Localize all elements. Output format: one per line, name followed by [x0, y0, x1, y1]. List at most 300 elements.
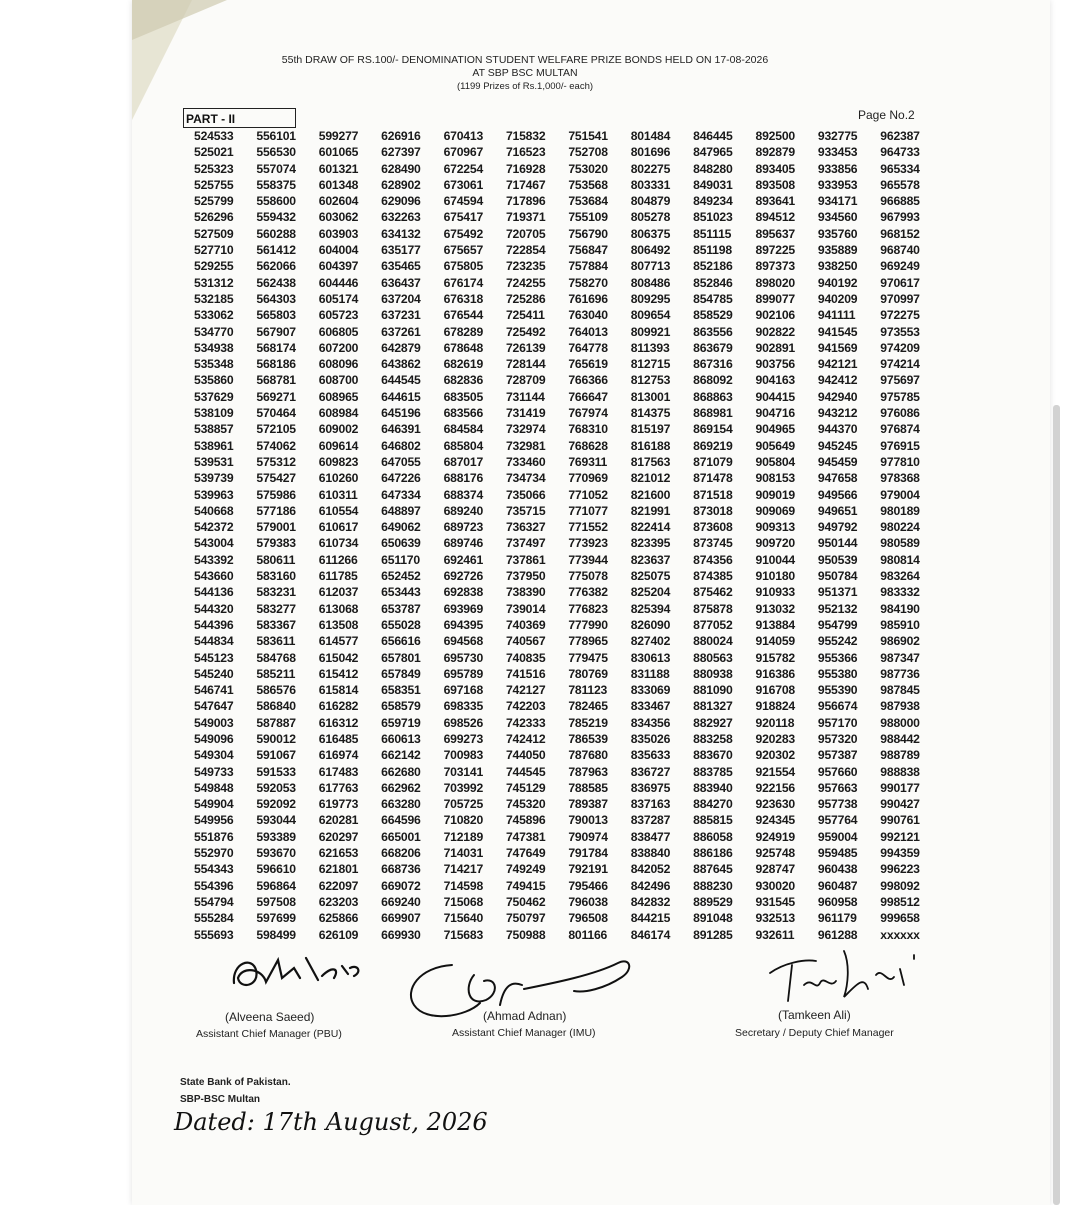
bond-number: 610617 [318, 520, 359, 535]
bond-number: 549956 [194, 813, 234, 828]
bond-number: 847965 [693, 145, 733, 160]
bond-number: 543392 [194, 552, 234, 567]
bond-number: 943212 [817, 406, 858, 421]
bond-number: 947658 [817, 471, 858, 486]
bond-number: 615814 [318, 683, 359, 698]
bond-number: 957387 [817, 748, 858, 763]
bond-number: 610554 [318, 503, 359, 518]
bond-number: 607200 [318, 340, 359, 355]
table-row [194, 454, 954, 470]
signatory-3-name: (Tamkeen Ali) [778, 1008, 851, 1022]
bond-number: 598499 [256, 927, 296, 942]
bond-number: 597508 [256, 894, 296, 909]
bond-number: 675417 [443, 210, 484, 225]
table-row [194, 764, 954, 780]
table-row [194, 715, 954, 731]
bond-number: 611785 [318, 569, 358, 584]
bond-number: 883940 [693, 780, 733, 795]
bond-number: 868981 [693, 406, 733, 421]
bond-number: 806492 [630, 243, 671, 258]
bond-number: 835633 [630, 748, 671, 763]
bond-number: 682836 [443, 373, 484, 388]
bond-number: 844215 [630, 911, 671, 926]
bond-number: 980589 [880, 536, 920, 551]
bond-number: 795466 [568, 878, 608, 893]
bond-number: 744545 [505, 764, 546, 779]
bond-number: 871079 [693, 454, 733, 469]
bond-number: 635465 [381, 259, 421, 274]
bond-number: 961288 [817, 927, 858, 942]
bond-number: 988442 [880, 731, 920, 746]
bond-number: 830613 [630, 650, 671, 665]
bond-number: 836727 [630, 764, 671, 779]
table-row [194, 633, 954, 649]
bond-number: 610311 [318, 487, 358, 502]
bond-number: 887645 [693, 862, 733, 877]
bond-number: 979004 [880, 487, 920, 502]
bond-number: 823637 [630, 552, 671, 567]
bond-number: 987347 [880, 650, 920, 665]
bond-number: 957663 [817, 780, 858, 795]
bond-number: 874356 [693, 552, 733, 567]
bond-number: 725286 [505, 291, 546, 306]
bond-number: 833467 [630, 699, 671, 714]
bond-number: 534938 [194, 340, 234, 355]
bond-number: 902822 [755, 324, 795, 339]
table-row [194, 372, 954, 388]
bond-number: 622097 [318, 878, 359, 893]
bond-number: 960958 [817, 894, 858, 909]
bond-number: 714031 [443, 846, 484, 861]
bond-number: 609823 [318, 454, 359, 469]
bond-number: 777990 [568, 617, 608, 632]
part-label: PART - II [183, 108, 296, 128]
bond-number: 949792 [817, 520, 858, 535]
bond-number: 608984 [318, 406, 359, 421]
bond-number: 765619 [568, 357, 608, 372]
bond-number: 980189 [880, 503, 920, 518]
bond-number: 952132 [817, 601, 858, 616]
bond-number: 849031 [693, 177, 733, 192]
bond-number: 886058 [693, 829, 733, 844]
bond-number: 715068 [443, 894, 484, 909]
bond-number: 773944 [568, 552, 608, 567]
bond-number: 682619 [443, 357, 484, 372]
bond-number: 776382 [568, 585, 608, 600]
bond-number: 778965 [568, 634, 608, 649]
bond-number: 740835 [505, 650, 546, 665]
bond-number: 692461 [443, 552, 484, 567]
bond-number: 662142 [381, 748, 421, 763]
bond-number: 725492 [505, 324, 546, 339]
bond-number: 976874 [880, 422, 920, 437]
bond-number: 932775 [817, 129, 858, 143]
bond-number: 884270 [693, 797, 733, 812]
bond-number: 891285 [693, 927, 733, 942]
bond-number: 908153 [755, 471, 795, 486]
bond-number: 527710 [194, 243, 234, 258]
table-row [194, 894, 954, 910]
bond-number: 956674 [817, 699, 858, 714]
bond-number: 657801 [381, 650, 421, 665]
bond-number: 604397 [318, 259, 359, 274]
bond-number: 616312 [318, 715, 359, 730]
bond-number: 597699 [256, 911, 296, 926]
bond-number: 782465 [568, 699, 608, 714]
bond-number: 893508 [755, 177, 795, 192]
bond-number: 745129 [505, 780, 546, 795]
bond-number: 813001 [630, 389, 671, 404]
bond-number: 930020 [755, 878, 795, 893]
bond-number: 808486 [630, 275, 671, 290]
bond-number: 554396 [194, 878, 234, 893]
bond-number: 602604 [318, 194, 359, 209]
bond-number: 766647 [568, 389, 608, 404]
bond-number: 950144 [817, 536, 858, 551]
bond-number: 773923 [568, 536, 608, 551]
bond-number: 821991 [630, 503, 671, 518]
table-row [194, 307, 954, 323]
bond-number: 888230 [693, 878, 733, 893]
bond-number: 583367 [256, 617, 296, 632]
bond-number: 672254 [443, 161, 484, 176]
bond-number: 583611 [256, 634, 296, 649]
bond-number: 787963 [568, 764, 608, 779]
bond-number: 616485 [318, 731, 359, 746]
bond-number: 768628 [568, 438, 608, 453]
bond-number: 565803 [256, 308, 296, 323]
bond-number: 898020 [755, 275, 795, 290]
bond-number: 733460 [505, 454, 546, 469]
bond-number: 869219 [693, 438, 733, 453]
bond-number: 904415 [755, 389, 795, 404]
bond-number: 616282 [318, 699, 359, 714]
bond-number: 559432 [256, 210, 296, 225]
bond-number: 846174 [630, 927, 671, 942]
bond-number: 771552 [568, 520, 608, 535]
bond-number: 949651 [817, 503, 858, 518]
bond-number: 529255 [194, 259, 234, 274]
bond-number: 886186 [693, 846, 733, 861]
bond-number: 809921 [630, 324, 671, 339]
bond-number: 604004 [318, 243, 359, 258]
bond-number: 668736 [381, 862, 421, 877]
bond-number: 975697 [880, 373, 920, 388]
bond-number: 676174 [443, 275, 484, 290]
bond-number: 662680 [381, 764, 421, 779]
bond-number: 915782 [755, 650, 795, 665]
bond-number: 644545 [381, 373, 421, 388]
bond-number: 659719 [381, 715, 421, 730]
bond-number: 910933 [755, 585, 795, 600]
bond-number: 814375 [630, 406, 671, 421]
bond-number: 735715 [505, 503, 546, 518]
bond-number: 583160 [256, 569, 296, 584]
table-row [194, 584, 954, 600]
bond-number: 526296 [194, 210, 234, 225]
bond-number: 580611 [256, 552, 296, 567]
bond-number: 934171 [817, 194, 858, 209]
table-row [194, 242, 954, 258]
bond-number: 660613 [381, 731, 421, 746]
table-row [194, 601, 954, 617]
table-row [194, 535, 954, 551]
bond-number: 985910 [880, 617, 920, 632]
bond-number: 604446 [318, 275, 359, 290]
bond-number: 753020 [568, 161, 608, 176]
bond-number: 634132 [381, 226, 421, 241]
bond-number: 904716 [755, 406, 795, 421]
bond-number: 955242 [817, 634, 858, 649]
bond-number: 858529 [693, 308, 733, 323]
bond-number: 549003 [194, 715, 234, 730]
bond-number: 897373 [755, 259, 795, 274]
bond-number: 646802 [381, 438, 421, 453]
bond-number: 731419 [505, 406, 546, 421]
vertical-scrollbar[interactable] [1053, 405, 1060, 1205]
bond-number: 723235 [505, 259, 546, 274]
draw-location: AT SBP BSC MULTAN [472, 67, 578, 79]
bond-number: 970997 [880, 291, 920, 306]
bond-number: 555693 [194, 927, 234, 942]
bond-number: 877052 [693, 617, 733, 632]
bond-number: 826090 [630, 617, 671, 632]
bond-number: 726139 [505, 340, 546, 355]
bond-number: 545123 [194, 650, 234, 665]
bond-number: 742412 [505, 731, 546, 746]
bond-number: 538961 [194, 438, 234, 453]
bond-number: 909069 [755, 503, 795, 518]
bond-number: 527509 [194, 226, 234, 241]
bond-number: 716928 [505, 161, 546, 176]
bond-number: 752708 [568, 145, 608, 160]
bond-number: 801484 [630, 129, 671, 143]
bond-number: 920118 [755, 715, 795, 730]
bond-number: 683505 [443, 389, 484, 404]
bond-number: 535860 [194, 373, 234, 388]
bond-number: 684584 [443, 422, 484, 437]
bond-number: 970617 [880, 275, 920, 290]
table-row [194, 340, 954, 356]
bond-number: 608096 [318, 357, 359, 372]
bond-number: 735066 [505, 487, 546, 502]
bond-number: 921554 [755, 764, 795, 779]
bond-number: 689746 [443, 536, 484, 551]
signatory-1-name: (Alveena Saeed) [225, 1010, 315, 1024]
bond-number: 871478 [693, 471, 733, 486]
table-row [194, 568, 954, 584]
bond-number: 539739 [194, 471, 234, 486]
bond-number: 796508 [568, 911, 608, 926]
bond-number: 613508 [318, 617, 359, 632]
bond-number: 954799 [817, 617, 858, 632]
bond-number: 838477 [630, 829, 671, 844]
bond-number: 965334 [880, 161, 920, 176]
bond-number: 579001 [256, 520, 296, 535]
bond-number: 751541 [568, 129, 608, 143]
bond-number: 628490 [381, 161, 421, 176]
bond-number: 747381 [505, 829, 546, 844]
bond-number: 558375 [256, 177, 296, 192]
table-row [194, 617, 954, 633]
bond-number: 637204 [381, 291, 421, 306]
bond-number: 556530 [256, 145, 296, 160]
bond-number: 662962 [381, 780, 421, 795]
bond-number: 615042 [318, 650, 359, 665]
bond-number: 880024 [693, 634, 733, 649]
bond-number: 722854 [505, 243, 546, 258]
bond-number: 905804 [755, 454, 795, 469]
signatory-1-title: Assistant Chief Manager (PBU) [196, 1028, 342, 1040]
bond-number: 728144 [505, 357, 546, 372]
bond-number: 539531 [194, 454, 234, 469]
bond-number: 720705 [505, 226, 546, 241]
bond-number: 615412 [318, 666, 359, 681]
bond-number: 621653 [318, 846, 359, 861]
bond-number: 593044 [256, 813, 296, 828]
bond-number: 644615 [381, 389, 421, 404]
bond-number: 918824 [755, 699, 795, 714]
bond-number: 621801 [318, 862, 359, 877]
bond-number: 554794 [194, 894, 234, 909]
bond-number: 893641 [755, 194, 795, 209]
bond-number: 572105 [256, 422, 296, 437]
bond-number: 974209 [880, 340, 920, 355]
bond-number: 914059 [755, 634, 795, 649]
bond-number: 771052 [568, 487, 608, 502]
bond-number: 534770 [194, 324, 234, 339]
bond-number: 725411 [505, 308, 545, 323]
bond-number: 944370 [817, 422, 858, 437]
bond-number: 714217 [443, 862, 484, 877]
bond-number: 913032 [755, 601, 795, 616]
bond-number: 933453 [817, 145, 858, 160]
bond-number: 549304 [194, 748, 234, 763]
bond-number: 756790 [568, 226, 608, 241]
bond-number: 538109 [194, 406, 234, 421]
bond-number: 758270 [568, 275, 608, 290]
table-row [194, 878, 954, 894]
bond-number: 767974 [568, 406, 608, 421]
bond-number: 669072 [381, 878, 421, 893]
bond-number: 651170 [381, 552, 420, 567]
bond-number: 851198 [693, 243, 732, 258]
bond-number: 549733 [194, 764, 234, 779]
bond-number: 790974 [568, 829, 608, 844]
bond-number: 984190 [880, 601, 920, 616]
bond-number: 665001 [381, 829, 421, 844]
bond-number: 525323 [194, 161, 234, 176]
bond-number: 842052 [630, 862, 671, 877]
bond-number: 894512 [755, 210, 795, 225]
bond-number: 685804 [443, 438, 484, 453]
bond-number: 838840 [630, 846, 671, 861]
bond-number: 973553 [880, 324, 920, 339]
bond-number: 543004 [194, 536, 234, 551]
bond-number: 664596 [381, 813, 421, 828]
bond-number: 812715 [630, 357, 671, 372]
bond-number: 960438 [817, 862, 858, 877]
bond-number: 525021 [194, 145, 234, 160]
bond-number: 568186 [256, 357, 296, 372]
bond-number: 763040 [568, 308, 608, 323]
bond-number: 623203 [318, 894, 359, 909]
outer-background [0, 0, 132, 1205]
table-row [194, 128, 954, 144]
bond-number: 678289 [443, 324, 484, 339]
bond-number: 693969 [443, 601, 484, 616]
bond-number: 715832 [505, 129, 546, 143]
bond-number: 835026 [630, 731, 671, 746]
bond-number: 533062 [194, 308, 234, 323]
bond-number: 695789 [443, 666, 484, 681]
bond-number: 941545 [817, 324, 858, 339]
bond-number: 575312 [256, 454, 296, 469]
bond-number: 603903 [318, 226, 359, 241]
bond-number: 637261 [381, 324, 421, 339]
bond-number: 786539 [568, 731, 608, 746]
table-row [194, 845, 954, 861]
bond-number: 584768 [256, 650, 296, 665]
bond-number: 627397 [381, 145, 421, 160]
bond-number: 987938 [880, 699, 920, 714]
bond-number: 552970 [194, 846, 234, 861]
bond-number: 990177 [880, 780, 920, 795]
bond-number: 545240 [194, 666, 234, 681]
bond-number: 825394 [630, 601, 671, 616]
bond-number: 611266 [318, 552, 358, 567]
bond-number: 715640 [443, 911, 484, 926]
bond-number: 999658 [880, 911, 920, 926]
bond-number: 605723 [318, 308, 359, 323]
bond-number: 998512 [880, 894, 920, 909]
bond-number: 881090 [693, 683, 733, 698]
bond-number: 909720 [755, 536, 795, 551]
bond-number: 678648 [443, 340, 484, 355]
bond-number: 737861 [505, 552, 546, 567]
table-row [194, 829, 954, 845]
bond-number: 791784 [568, 846, 608, 861]
bond-number: 891048 [693, 911, 733, 926]
bond-number: 920283 [755, 731, 795, 746]
bond-number: 883670 [693, 748, 733, 763]
bond-number: 675492 [443, 226, 484, 241]
bond-number: 608700 [318, 373, 359, 388]
bond-number: 802275 [630, 161, 671, 176]
bond-number: 910044 [755, 552, 795, 567]
bond-number: 834356 [630, 715, 671, 730]
bond-number: 924345 [755, 813, 795, 828]
bond-number: 992121 [880, 829, 920, 844]
bond-number: 932513 [755, 911, 795, 926]
bond-number: 761696 [568, 291, 608, 306]
bond-number: 694568 [443, 634, 484, 649]
bond-number: 655028 [381, 617, 421, 632]
bond-number: 674594 [443, 194, 484, 209]
bond-number: 933953 [817, 177, 858, 192]
bond-number: 955380 [817, 666, 858, 681]
bond-number: 785219 [568, 715, 608, 730]
bond-number: 976915 [880, 438, 920, 453]
bond-number: 873018 [693, 503, 733, 518]
bond-number: 957170 [817, 715, 858, 730]
bond-number: 575986 [256, 487, 296, 502]
bond-number: 614577 [318, 634, 359, 649]
bond-number: 980224 [880, 520, 920, 535]
bond-number: 620297 [318, 829, 359, 844]
bond-number: 925748 [755, 846, 795, 861]
bond-number: 967993 [880, 210, 920, 225]
